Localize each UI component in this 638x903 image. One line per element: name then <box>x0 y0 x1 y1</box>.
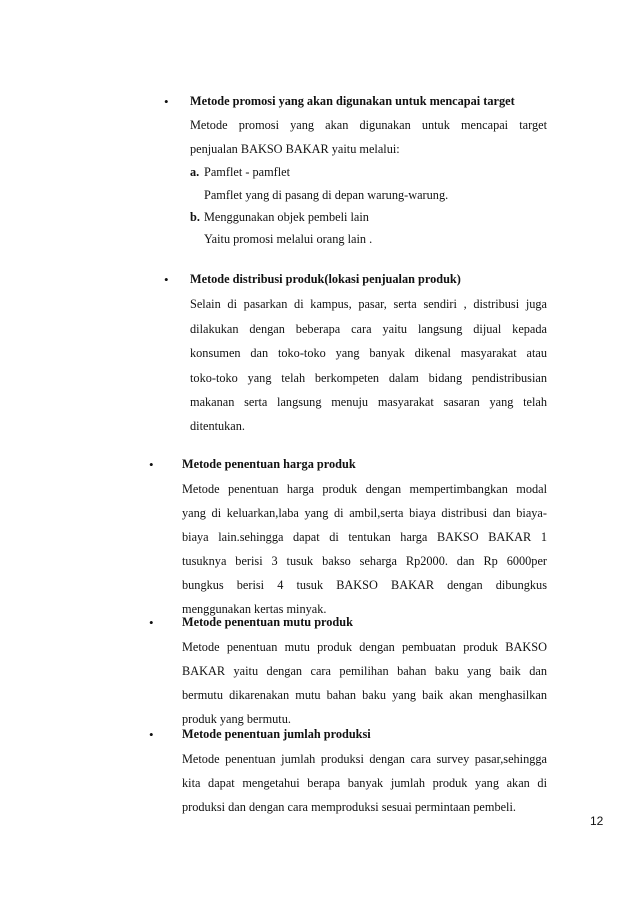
section-heading: Metode promosi yang akan digunakan untuk mencapai target <box>190 94 515 108</box>
paragraph-line: tusuknya berisi 3 tusuk bakso seharga Rp2000. dan Rp 6000per <box>182 554 547 568</box>
bullet-icon: • <box>164 94 169 109</box>
paragraph-line: produksi dan dengan cara memproduksi sesuai permintaan pembeli. <box>182 800 516 814</box>
paragraph-line: biaya lain.sehingga dapat di tentukan harga BAKSO BAKAR 1 <box>182 530 547 544</box>
section-heading: Metode penentuan harga produk <box>182 457 356 471</box>
paragraph-line: Metode penentuan harga produk dengan mempertimbangkan modal <box>182 482 547 496</box>
list-item-desc: Pamflet yang di pasang di depan warung-warung. <box>204 188 449 202</box>
paragraph-line: Metode penentuan jumlah produksi dengan cara survey pasar,sehingga <box>182 752 547 766</box>
paragraph-line: produk yang bermutu. <box>182 712 291 726</box>
paragraph-line: kita dapat mengetahui berapa banyak jumlah produk yang akan di <box>182 776 547 790</box>
list-item-label: b. <box>190 210 200 224</box>
bullet-icon: • <box>149 727 154 742</box>
paragraph-line: dilakukan dengan beberapa cara yaitu langsung dijual kepada <box>190 322 547 336</box>
list-item-title <box>190 209 369 226</box>
list-item-desc: Yaitu promosi melalui orang lain . <box>204 232 373 246</box>
paragraph-line: Metode promosi yang akan digunakan untuk mencapai target <box>190 118 547 132</box>
paragraph-line: bungkus berisi 4 tusuk BAKSO BAKAR dengan dibungkus <box>182 578 547 592</box>
paragraph-line: toko-toko yang telah berkompeten dalam bidang pendistribusian <box>190 371 547 385</box>
paragraph-line: Selain di pasarkan di kampus, pasar, serta sendiri , distribusi juga <box>190 297 547 311</box>
section-heading: Metode penentuan jumlah produksi <box>182 727 371 741</box>
paragraph-line: bermutu dikarenakan mutu bahan baku yang baik akan menghasilkan <box>182 688 547 702</box>
paragraph-line: yang di keluarkan,laba yang di ambil,serta biaya distribusi dan biaya- <box>182 506 547 520</box>
paragraph-line: konsumen dan toko-toko yang banyak dikenal masyarakat atau <box>190 346 547 360</box>
paragraph-line: ditentukan. <box>190 419 245 433</box>
list-item-text: Menggunakan objek pembeli lain <box>204 210 369 224</box>
bullet-icon: • <box>149 615 154 630</box>
bullet-icon: • <box>164 272 169 287</box>
paragraph-line: menggunakan kertas minyak. <box>182 602 327 616</box>
page-number: 12 <box>590 814 604 828</box>
section-heading: Metode penentuan mutu produk <box>182 615 353 629</box>
paragraph-line: Metode penentuan mutu produk dengan pembuatan produk BAKSO <box>182 640 547 654</box>
paragraph-line: penjualan BAKSO BAKAR yaitu melalui: <box>190 142 400 156</box>
bullet-icon: • <box>149 457 154 472</box>
list-item-text: Pamflet - pamflet <box>204 165 291 179</box>
paragraph-line: BAKAR yaitu dengan cara pemilihan bahan baku yang baik dan <box>182 664 547 678</box>
paragraph-line: makanan serta langsung menuju masyarakat sasaran yang telah <box>190 395 547 409</box>
section-heading: Metode distribusi produk(lokasi penjualan produk) <box>190 272 461 286</box>
list-item-title <box>190 164 290 181</box>
list-item-label: a. <box>190 165 200 179</box>
